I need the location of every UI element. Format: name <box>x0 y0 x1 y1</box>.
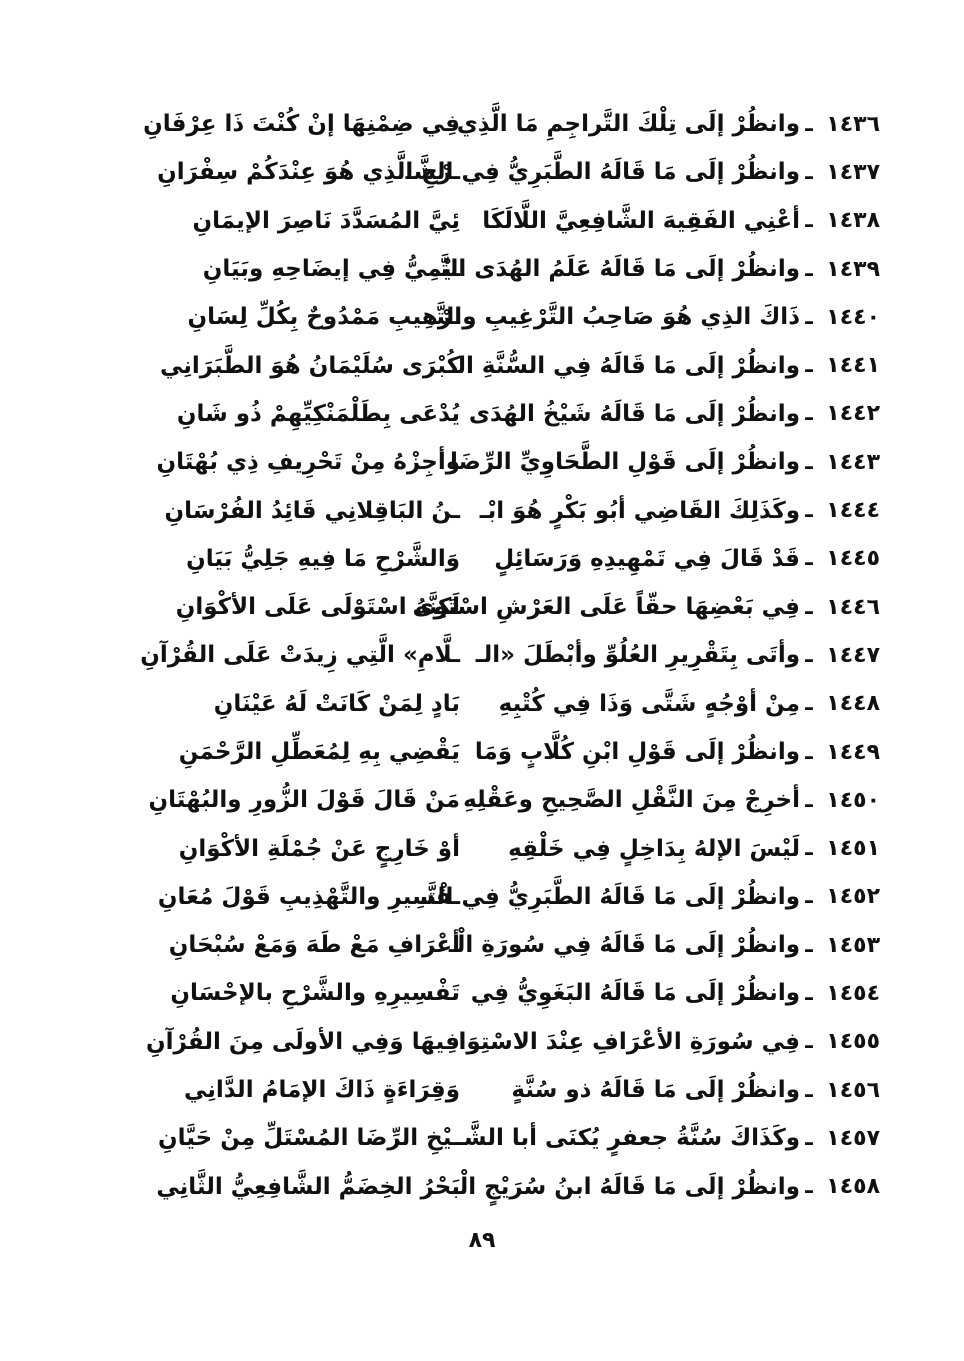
verse-first-hemistich: وانظُرْ إلَى مَا قَالَهُ الطَّبَرِيُّ فِي الشَّـ <box>405 159 800 186</box>
verse-second-hemistich: فِي ضِمْنِهَا إنْ كُنْتَ ذَا عِرْفَانِ <box>143 111 460 138</box>
verse-second-hemistich: لَكِنَّهُ اسْتَوْلَى عَلَى الأكْوَانِ <box>175 594 460 621</box>
verse-second-hemistich: فِيهَا وَفِي الأولَى مِنَ القُرْآنِ <box>146 1028 460 1055</box>
verse-number: ١٤٥١ <box>826 836 880 862</box>
verse-number: ١٤٤٥ <box>826 546 880 572</box>
verse-line <box>90 148 880 196</box>
verse-second-hemistich: أعْرَافِ مَعْ طَهَ وَمَعْ سُبْحَانِ <box>168 932 460 959</box>
verse-separator: ـ <box>805 111 813 137</box>
verse-line <box>90 680 880 728</box>
verse-number: ١٤٥٥ <box>826 1029 880 1055</box>
verse-number: ١٤٣٨ <box>826 208 880 234</box>
verse-first-hemistich: وانظُرْ إلَى مَا قَالَهُ فِي سُورَةِ الْـ <box>448 932 800 959</box>
verse-separator: ـ <box>805 1174 813 1200</box>
verse-second-hemistich: ـلَّامِ» الَّتِي زِيدَتْ عَلَى القُرْآنِ <box>140 642 460 669</box>
verse-separator: ـ <box>805 932 813 958</box>
verse-line <box>90 438 880 486</box>
verse-line <box>90 245 880 293</box>
verse-second-hemistich: كُبْرَى سُلَيْمَانُ هُوَ الطَّبَرَانِي <box>159 352 460 379</box>
verse-separator: ـ <box>805 739 813 765</box>
verse-first-hemistich: فِي بَعْضِهَا حقّاً عَلَى العَرْشِ اسْتَوى <box>412 594 800 621</box>
verse-number: ١٤٤٢ <box>826 401 880 427</box>
verse-separator: ـ <box>805 884 813 910</box>
verse-second-hemistich: أوْ خَارِجٍ عَنْ جُمْلَةِ الأكْوَانِ <box>178 835 460 862</box>
verse-number: ١٤٤٦ <box>826 594 880 620</box>
verse-line <box>90 486 880 534</box>
verse-second-hemistich: ئِيَّ المُسَدَّدَ نَاصِرَ الإيمَانِ <box>192 207 460 234</box>
verse-first-hemistich: وانظُرْ إلَى مَا قَالَهُ البَغَوِيُّ فِي <box>470 980 800 1007</box>
page-number: ٨٩ <box>468 1228 496 1253</box>
verse-first-hemistich: وانظُرْ إلَى مَا قَالَهُ عَلَمُ الهُدَى التَّـ <box>432 256 800 283</box>
verse-second-hemistich: ـرْحِ الَّذِي هُوَ عِنْدَكُمْ سِفْرَانِ <box>157 159 460 186</box>
verse-number: ١٤٤٧ <box>826 642 880 668</box>
verse-first-hemistich: وانظُرْ إلَى مَا قَالَهُ الطَّبَرِيُّ فِي التَّـ <box>419 883 800 910</box>
verse-separator: ـ <box>805 691 813 717</box>
verse-number: ١٤٥٧ <box>826 1125 880 1151</box>
verse-first-hemistich: وانظُرْ إلَى قَوْلِ ابْنِ كُلَّابٍ وَمَا <box>474 739 800 765</box>
verse-line <box>90 583 880 631</box>
verse-second-hemistich: ـفْسِيرِ والتَّهْذِيبِ قَوْلَ مُعَانِ <box>157 883 460 910</box>
verse-line <box>90 1163 880 1211</box>
verse-number: ١٤٥٣ <box>826 932 880 958</box>
verse-second-hemistich: يُدْعَى بِطَلْمَنْكِيِّهِمْ ذُو شَانِ <box>176 400 460 427</box>
verse-number: ١٤٥٨ <box>826 1174 880 1200</box>
verse-line <box>90 197 880 245</box>
verse-first-hemistich: مِنْ أوْجُهٍ شَتَّى وَذَا فِي كُتْبِهِ <box>498 690 800 717</box>
verse-separator: ـ <box>805 1029 813 1055</box>
verse-line <box>90 728 880 776</box>
verse-line <box>90 341 880 389</box>
verse-first-hemistich: أخرِجْ مِنَ النَّقْلِ الصَّحِيحِ وعَقْلِهِ <box>463 787 800 814</box>
verse-line <box>90 390 880 438</box>
verse-second-hemistich: وَقِرَاءَةٍ ذَاكَ الإمَامُ الدَّانِي <box>183 1077 460 1104</box>
verse-line <box>90 293 880 341</box>
verse-separator: ـ <box>805 1077 813 1103</box>
verse-number: ١٤٥٦ <box>826 1077 880 1103</box>
verse-first-hemistich: وكَذَلِكَ القَاضِي أبُو بَكْرٍ هُوَ ابْـ <box>479 497 800 524</box>
verse-line <box>90 631 880 679</box>
verse-line <box>90 776 880 824</box>
verse-second-hemistich: بَادٍ لِمَنْ كَانَتْ لَهُ عَيْنَانِ <box>213 690 460 717</box>
verse-separator: ـ <box>805 159 813 185</box>
verse-separator: ـ <box>805 401 813 427</box>
verse-number: ١٤٤٣ <box>826 449 880 475</box>
verse-second-hemistich: ـرْهِيبِ مَمْدُوحٌ بِكُلِّ لِسَانِ <box>187 304 460 331</box>
verse-line <box>90 969 880 1017</box>
verse-second-hemistich: تَفْسِيرِهِ والشَّرْحِ بالإحْسَانِ <box>170 980 460 1007</box>
verse-first-hemistich: وانظُرْ إلَى مَا قَالَهُ ابنُ سُرَيْجٍ الْـ <box>451 1173 800 1200</box>
verse-separator: ـ <box>805 304 813 330</box>
verse-second-hemistich: بَحْرُ الخِضَمُّ الشَّافِعِيُّ الثَّانِي <box>156 1173 460 1200</box>
verse-line <box>90 1018 880 1066</box>
verse-first-hemistich: وانظُرْ إلَى مَا قَالَهُ ذو سُنَّةٍ <box>511 1077 800 1104</box>
verse-separator: ـ <box>805 208 813 234</box>
verse-second-hemistich: ـيْمِيُّ فِي إيضَاحِهِ وبَيَانِ <box>202 256 460 283</box>
verse-separator: ـ <box>805 836 813 862</box>
verse-first-hemistich: ذَاكَ الذِي هُوَ صَاحِبُ التَّرْغِيبِ والتَّـ <box>428 304 800 331</box>
verse-number: ١٤٥٢ <box>826 884 880 910</box>
verse-first-hemistich: أعْنِي الفَقِيهَ الشَّافِعِيَّ اللَّالَكَا <box>482 207 800 234</box>
verse-number: ١٤٤٤ <box>826 498 880 524</box>
verse-separator: ـ <box>805 594 813 620</box>
verse-separator: ـ <box>805 353 813 379</box>
verse-first-hemistich: قَدْ قَالَ فِي تَمْهِيدِهِ وَرَسَائِلٍ <box>494 545 800 572</box>
verse-first-hemistich: فِي سُورَةِ الأعْرَافِ عِنْدَ الاسْتِوَا <box>458 1028 800 1055</box>
verse-line <box>90 873 880 921</box>
verse-first-hemistich: وانظُرْ إلَى مَا قَالَهُ شَيْخُ الهُدَى <box>468 400 800 427</box>
verse-first-hemistich: وأتَى بِتَقْرِيرِ العُلُوِّ وأبْطَلَ «الـ <box>475 642 800 669</box>
verse-separator: ـ <box>805 498 813 524</box>
verse-second-hemistich: ـيْخِ الرِّضَا المُسْتَلِّ مِنْ حَيَّانِ <box>158 1125 460 1152</box>
verse-second-hemistich: وأجِزْهُ مِنْ تَحْرِيفِ ذِي بُهْتَانِ <box>156 449 460 476</box>
verse-first-hemistich: وكَذَاكَ سُنَّةُ جعفرٍ يُكنَى أبا الشَّـ <box>456 1125 800 1152</box>
verse-separator: ـ <box>805 642 813 668</box>
verse-first-hemistich: وانظُرْ إلَى قَوْلِ الطَّحَاوِيِّ الرِّضَا <box>450 449 800 476</box>
verse-line <box>90 921 880 969</box>
verse-list <box>90 100 880 1211</box>
verse-separator: ـ <box>805 256 813 282</box>
verse-number: ١٤٤٩ <box>826 739 880 765</box>
verse-first-hemistich: لَيْسَ الإلهُ بِدَاخِلٍ فِي خَلْقِهِ <box>508 835 800 862</box>
verse-number: ١٤٣٧ <box>826 159 880 185</box>
verse-number: ١٤٤٠ <box>826 304 880 330</box>
verse-number: ١٤٣٦ <box>826 111 880 137</box>
verse-number: ١٤٥٠ <box>826 787 880 813</box>
verse-number: ١٤٣٩ <box>826 256 880 282</box>
verse-line <box>90 1066 880 1114</box>
verse-separator: ـ <box>805 980 813 1006</box>
verse-number: ١٤٤٨ <box>826 691 880 717</box>
verse-second-hemistich: وَالشَّرْحِ مَا فِيهِ جَلِيُّ بَيَانِ <box>186 545 460 572</box>
verse-separator: ـ <box>805 1125 813 1151</box>
verse-separator: ـ <box>805 449 813 475</box>
verse-line <box>90 100 880 148</box>
verse-line <box>90 824 880 872</box>
verse-line <box>90 535 880 583</box>
verse-first-hemistich: وانظُرْ إلَى مَا قَالَهُ فِي السُّنَّةِ الـ <box>449 352 800 379</box>
verse-second-hemistich: مَنْ قَالَ قَوْلَ الزُّورِ والبُهْتَانِ <box>148 787 460 814</box>
verse-number: ١٤٤١ <box>826 353 880 379</box>
verse-number: ١٤٥٤ <box>826 980 880 1006</box>
verse-second-hemistich: ـنُ البَاقِلانِي قَائِدُ الفُرْسَانِ <box>164 497 460 524</box>
verse-first-hemistich: وانظُرْ إلَى تِلْكَ التَّراجِمِ مَا الَّذِي <box>456 111 800 138</box>
verse-separator: ـ <box>805 546 813 572</box>
verse-separator: ـ <box>805 787 813 813</box>
verse-line <box>90 1114 880 1162</box>
verse-second-hemistich: يَقْضِي بِهِ لِمُعَطِّلِ الرَّحْمَنِ <box>178 739 460 765</box>
